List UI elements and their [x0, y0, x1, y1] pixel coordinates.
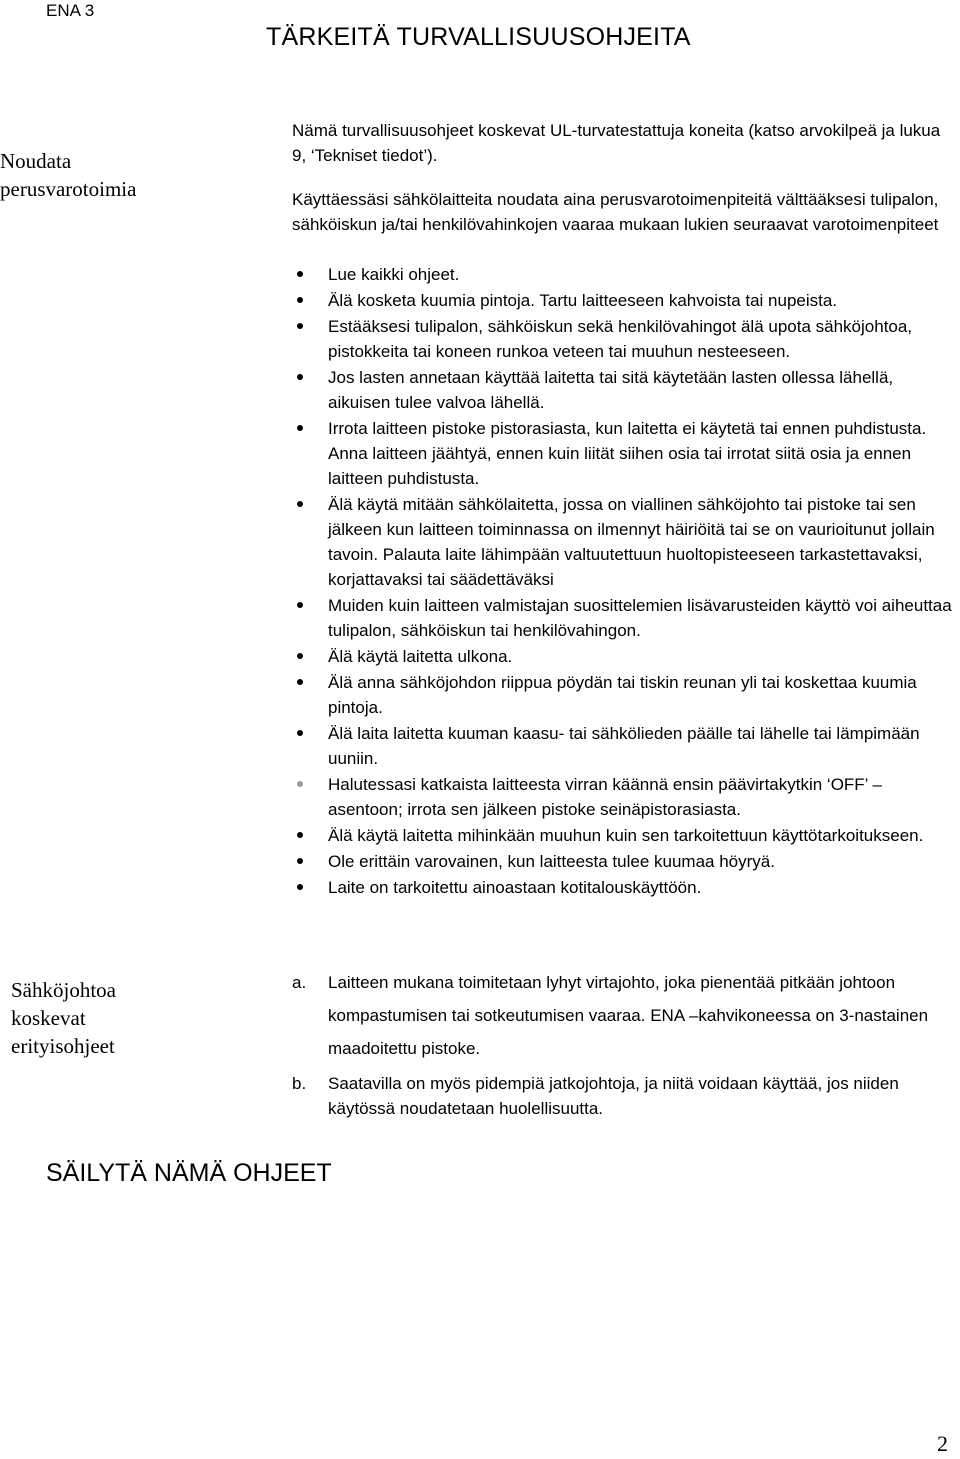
list-item: a. Laitteen mukana toimitetaan lyhyt virtajohto, joka pienentää pitkään johtoon kompastumisen tai sotkeutumisen vaaraa. ENA –kahvikoneessa on 3-nastainen maadoitettu pistoke.: [292, 966, 960, 1065]
list-item: Muiden kuin laitteen valmistajan suosittelemien lisävarusteiden käyttö voi aiheuttaa tulipalon, sähköiskun tai henkilövahingon.: [292, 593, 952, 643]
bullet-icon: [297, 425, 303, 431]
list-item: Älä käytä laitetta ulkona.: [292, 644, 952, 669]
footer-notice: SÄILYTÄ NÄMÄ OHJEET: [46, 1159, 332, 1187]
section-heading-cord: [11, 976, 116, 1060]
list-item: Älä käytä mitään sähkölaitetta, jossa on viallinen sähköjohto tai pistoke tai sen jälkeen kun laitteen toiminnassa on ilmennyt häiriöitä tai se on vaurioitunut jollain tavoin. Palauta laite lähimpään valtuutettuun huoltopisteeseen tarkastettavaksi, korjattavaksi tai säädettäväksi: [292, 492, 952, 592]
bullet-icon: [297, 679, 303, 685]
bullet-icon: [297, 858, 303, 864]
list-item: Lue kaikki ohjeet.: [292, 262, 952, 287]
page-title: TÄRKEITÄ TURVALLISUUSOHJEITA: [266, 23, 691, 51]
list-item: Laite on tarkoitettu ainoastaan kotitalouskäyttöön.: [292, 875, 952, 900]
bullet-icon: [297, 884, 303, 890]
list-item: Ole erittäin varovainen, kun laitteesta tulee kuumaa höyryä.: [292, 849, 952, 874]
list-item: Älä kosketa kuumia pintoja. Tartu laitteeseen kahvoista tai nupeista.: [292, 288, 952, 313]
section-heading-cord-line2: koskevat: [11, 1006, 86, 1030]
section-heading-cord-line3: erityisohjeet: [11, 1034, 115, 1058]
cord-instructions-list: [292, 966, 960, 1121]
bullet-icon: [297, 271, 303, 277]
intro-paragraph: Nämä turvallisuusohjeet koskevat UL-turvatestattuja koneita (katso arvokilpeä ja lukua 9, ‘Tekniset tiedot’).: [292, 121, 941, 165]
bullet-icon: [297, 297, 303, 303]
bullet-icon: [297, 653, 303, 659]
list-marker: b.: [292, 1074, 307, 1093]
list-item: Estääksesi tulipalon, sähköiskun sekä henkilövahingot älä upota sähköjohtoa, pistokkeita tai koneen runkoa veteen tai muuhun nesteeseen.: [292, 314, 952, 364]
list-item: b. Saatavilla on myös pidempiä jatkojohtoja, ja niitä voidaan käyttää, jos niiden käytössä noudatetaan huolellisuutta.: [292, 1071, 960, 1121]
bullet-icon: [297, 323, 303, 329]
section-heading-precautions: [0, 147, 136, 203]
bullet-icon: [297, 832, 303, 838]
precautions-list: [292, 262, 952, 901]
list-item: Irrota laitteen pistoke pistorasiasta, kun laitetta ei käytetä tai ennen puhdistusta. Anna laitteen jäähtyä, ennen kuin liität siihen osia tai irrotat siitä osia ja ennen laitteen puhdistusta.: [292, 416, 952, 491]
bullet-icon: [297, 602, 303, 608]
list-item: Jos lasten annetaan käyttää laitetta tai sitä käytetään lasten ollessa lähellä, aikuisen tulee valvoa lähellä.: [292, 365, 952, 415]
intro-paragraph-2: Käyttäessäsi sähkölaitteita noudata aina perusvarotoimenpiteitä välttääksesi tulipalon, sähköiskun ja/tai henkilövahinkojen vaaraa mukaan lukien seuraavat varotoimenpiteet: [292, 190, 939, 234]
list-marker: a.: [292, 973, 307, 992]
header-label: ENA 3: [46, 1, 95, 20]
section-heading-cord-line1: Sähköjohtoa: [11, 978, 116, 1002]
bullet-icon: [297, 501, 303, 507]
list-item: Halutessasi katkaista laitteesta virran käännä ensin päävirtakytkin ‘OFF’ –asentoon; irrota sen jälkeen pistoke seinäpistorasiasta.: [292, 772, 952, 822]
list-item: Älä laita laitetta kuuman kaasu- tai sähkölieden päälle tai lähelle tai lämpimään uuniin.: [292, 721, 952, 771]
bullet-icon: [297, 374, 303, 380]
section-heading-precautions-line2: perusvarotoimia: [0, 177, 137, 201]
section-heading-precautions-line1: Noudata: [0, 149, 72, 173]
bullet-icon: [297, 781, 303, 787]
bullet-icon: [297, 730, 303, 736]
page-number: 2: [937, 1431, 948, 1456]
list-item: Älä käytä laitetta mihinkään muuhun kuin sen tarkoitettuun käyttötarkoitukseen.: [292, 823, 952, 848]
list-item: Älä anna sähköjohdon riippua pöydän tai tiskin reunan yli tai koskettaa kuumia pintoja.: [292, 670, 952, 720]
